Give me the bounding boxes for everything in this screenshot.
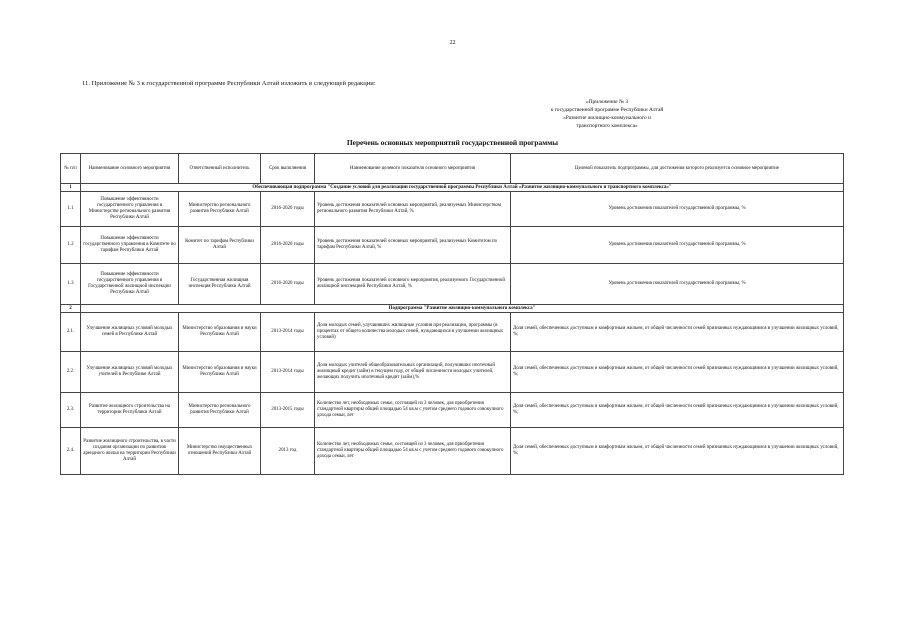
appendix-line: к государственной программе Республики Алтай — [550, 107, 664, 113]
cell-target: Уровень достижения показателей государственной программы, % — [511, 264, 844, 305]
cell-executor: Комитет по тарифам Республики Алтай — [179, 227, 261, 264]
cell-period: 2016-2020 годы — [261, 192, 315, 227]
cell-indicator: Количество лет, необходимых семье, состоящей из 3 человек, для приобретения стандартной квартиры общей площадью 54 кв.м с учетом среднего годового совокупного дохода семьи, лет — [315, 428, 511, 475]
section-title: Обеспечивающая подпрограмма "Создание условий для реализации государственной программы Республики Алтай «Развитие жилищно-коммунального и транспортного комплекса»" — [81, 184, 844, 192]
cell-indicator: Количество лет, необходимых семье, состоящей из 3 человек, для приобретения стандартной квартиры общей площадью 54 кв.м с учетом среднего годового совокупного дохода семьи, лет — [315, 393, 511, 428]
cell-executor: Министерство имущественных отношений Республики Алтай — [179, 428, 261, 475]
table-row — [61, 352, 844, 393]
cell-event: Улучшение жилищных условий молодых семей в Республике Алтай — [81, 313, 179, 352]
cell-period: 2013 год — [261, 428, 315, 475]
cell-num: 2.1. — [61, 313, 81, 352]
page-number: 22 — [449, 40, 456, 46]
header-num: № п/п — [61, 154, 81, 184]
table-row — [61, 428, 844, 475]
cell-period: 2013-2014 годы — [261, 313, 315, 352]
cell-indicator: Уровень достижения показателей основного мероприятия, реализуемого Государственной жилищной инспекцией Республики Алтай, % — [315, 264, 511, 305]
document-title: Перечень основных мероприятий государственной программы — [346, 138, 559, 147]
table-row — [61, 264, 844, 305]
table-row — [61, 313, 844, 352]
cell-num: 1.1 — [61, 192, 81, 227]
cell-executor: Государственная жилищная инспекция Республики Алтай — [179, 264, 261, 305]
cell-event: Улучшение жилищных условий молодых учителей в Республике Алтай — [81, 352, 179, 393]
header-period: Срок выполнения — [261, 154, 315, 184]
cell-num: 2.4. — [61, 428, 81, 475]
section-num: 1 — [61, 184, 81, 192]
cell-num: 2.3. — [61, 393, 81, 428]
cell-target: Доля семей, обеспеченных доступным и комфортным жильем, от общей численности семей признанных нуждающимися в улучшении жилищных условий, %; — [511, 428, 844, 475]
cell-event: Развитие жилищного строительства на территории Республики Алтай — [81, 393, 179, 428]
appendix-heading — [527, 98, 687, 130]
cell-target: Уровень достижения показателей государственной программы, % — [511, 227, 844, 264]
table-header-row — [61, 154, 844, 184]
section-title: Подпрограмма "Развитие жилищно-коммунального комплекса" — [81, 305, 844, 313]
events-table — [60, 153, 844, 475]
cell-period: 2013-2015 годы — [261, 393, 315, 428]
section-num: 2 — [61, 305, 81, 313]
cell-period: 2016-2020 годы — [261, 227, 315, 264]
section-row — [61, 184, 844, 192]
header-target: Целевой показатель подпрограммы, для достижения которого реализуется основное мероприятие — [511, 154, 844, 184]
cell-executor: Министерство регионального развития Республики Алтай — [179, 393, 261, 428]
table-row — [61, 192, 844, 227]
cell-event: Повышение эффективности государственного управления в Комитете по тарифам Республики Алтай — [81, 227, 179, 264]
cell-target: Уровень достижения показателей государственной программы, % — [511, 192, 844, 227]
cell-num: 1.3 — [61, 264, 81, 305]
cell-period: 2013-2014 годы — [261, 352, 315, 393]
cell-executor: Министерство регионального развития Республики Алтай — [179, 192, 261, 227]
cell-event: Повышение эффективности государственного управления в Министерстве регионального развития Республики Алтай — [81, 192, 179, 227]
header-indicator: Наименование целевого показателя основного мероприятия — [315, 154, 511, 184]
cell-event: Повышение эффективности государственного управления в Государственной жилищной инспекции Республики Алтай — [81, 264, 179, 305]
cell-executor: Министерство образования и науки Республики Алтай — [179, 352, 261, 393]
appendix-line: «Развитие жилищно-коммунального и — [563, 115, 651, 121]
appendix-line: транспортного комплекса» — [576, 123, 638, 129]
cell-period: 2016-2020 годы — [261, 264, 315, 305]
cell-indicator: Доля молодых семей, улучшивших жилищные условия при реализации, программы (в процентах от общего количества молодых семей, нуждающихся в улучшении жилищных условий) — [315, 313, 511, 352]
intro-text: 11. Приложение № 3 к государственной программе Республики Алтай изложить в следующей редакции: — [82, 80, 376, 87]
section-row — [61, 305, 844, 313]
cell-num: 2.2. — [61, 352, 81, 393]
table-row — [61, 227, 844, 264]
cell-indicator: Уровень достижения показателей основных мероприятий, реализуемых Министерством регионального развития Республики Алтай, % — [315, 192, 511, 227]
cell-target: Доля семей, обеспеченных доступным и комфортным жильем, от общей численности семей признанных нуждающимися в улучшении жилищных условий, %; — [511, 393, 844, 428]
cell-executor: Министерство образования и науки Республики Алтай — [179, 313, 261, 352]
appendix-line: «Приложение № 3 — [585, 99, 629, 105]
header-executor: Ответственный исполнитель — [179, 154, 261, 184]
cell-target: Доля семей, обеспеченных доступным и комфортным жильем, от общей численности семей признанных нуждающимися в улучшении жилищных условий, %; — [511, 352, 844, 393]
cell-target: Доля семей, обеспеченных доступным и комфортным жильем, от общей численности семей признанных нуждающимися в улучшении жилищных условий, %; — [511, 313, 844, 352]
table-row — [61, 393, 844, 428]
cell-num: 1.2 — [61, 227, 81, 264]
cell-indicator: Доля молодых учителей общеобразовательных организаций, получивших ипотечный жилищный кредит (займ) в текущем году, от общей численности молодых учителей, желающих получить ипотечный кредит (займ),% — [315, 352, 511, 393]
header-event: Наименование основного мероприятия — [81, 154, 179, 184]
cell-indicator: Уровень достижения показателей основных мероприятий, реализуемых Комитетом по тарифам Республики Алтай, % — [315, 227, 511, 264]
cell-event: Развитие жилищного строительства, в части создания организации по развитию арендного жилья на территории Республики Алтай — [81, 428, 179, 475]
